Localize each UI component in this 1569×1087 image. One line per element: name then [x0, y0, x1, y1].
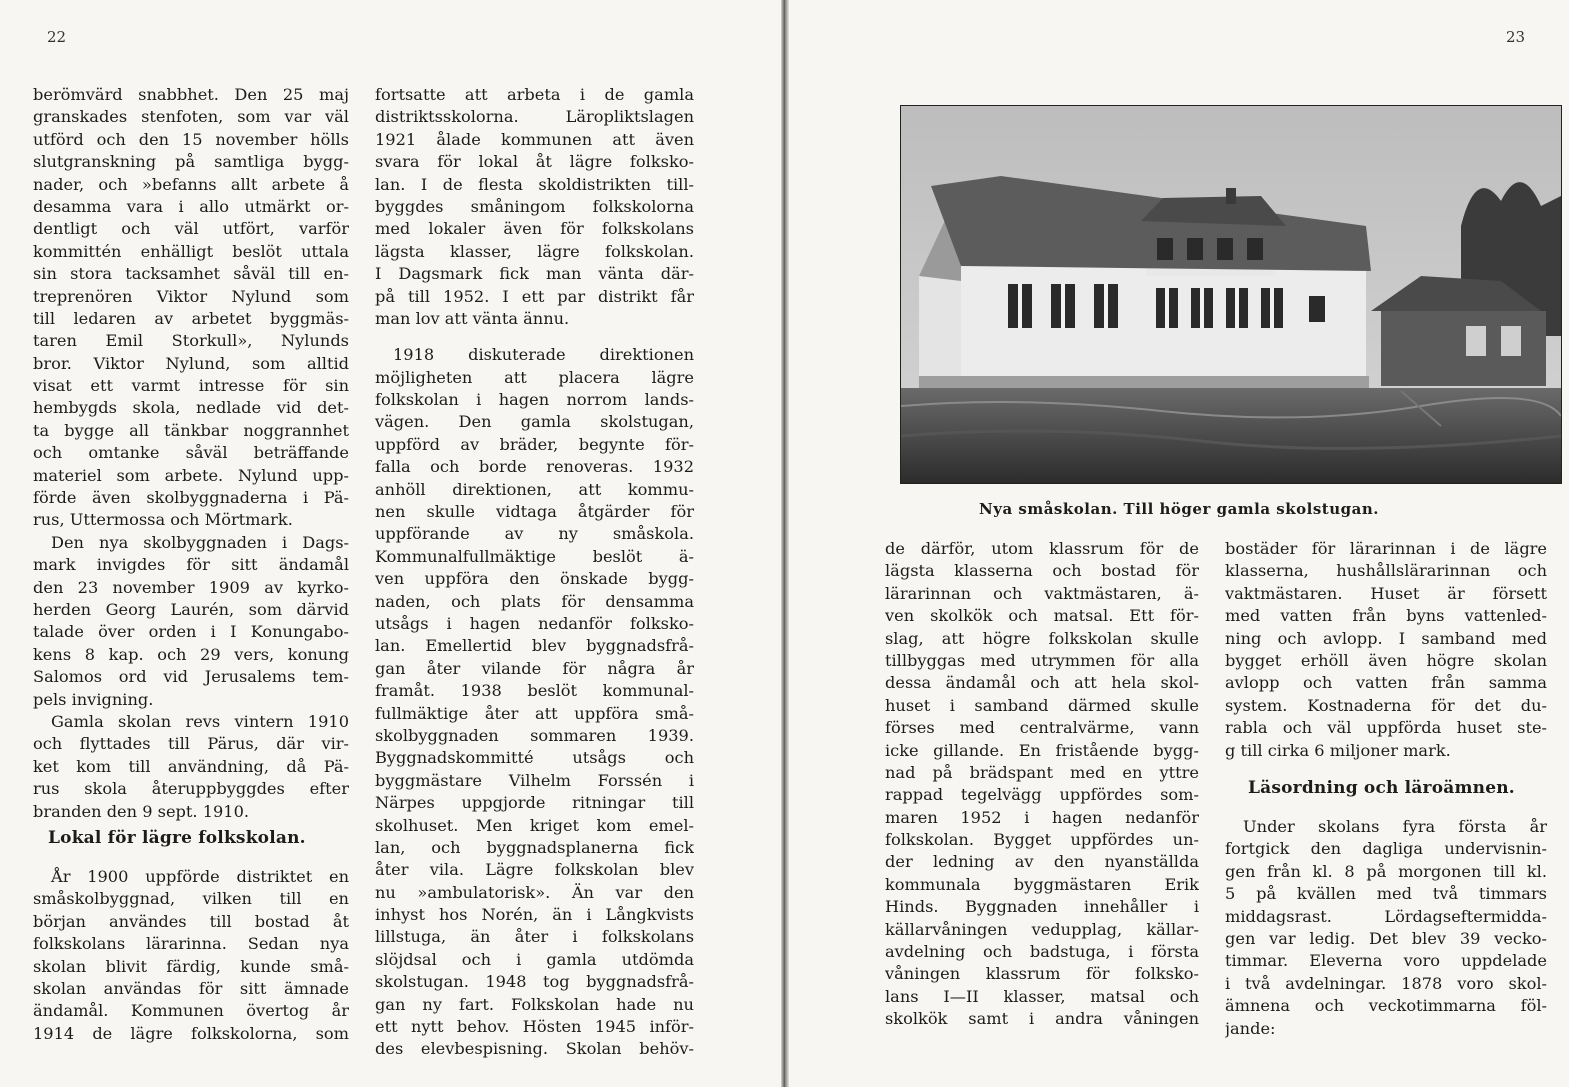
text-line: Kommunalfullmäktige beslöt ä-	[375, 546, 694, 566]
text-line: med lokaler även för folkskolans	[375, 219, 694, 239]
text-line: lägsta klasserna och bostad för	[885, 561, 1199, 581]
text-line: avdelning och badstuga, i första	[885, 942, 1199, 962]
text-line: lans I—II klasser, matsal och	[885, 986, 1199, 1006]
text-line: skolstugan. 1948 tog byggnadsfrå-	[375, 972, 694, 992]
text-line: huset i samband därmed skulle	[885, 695, 1199, 715]
text-line: ett nytt behov. Hösten 1945 inför-	[375, 1017, 694, 1037]
text-line: klasserna, hushållslärarinnan och	[1225, 561, 1547, 581]
text-line: 1918 diskuterade direktionen	[393, 345, 694, 365]
text-line: början användes till bostad åt	[33, 911, 349, 931]
text-line: folkskolan. Bygget uppfördes un-	[885, 830, 1199, 850]
text-line: dentligt och väl utfört, varför	[33, 219, 349, 239]
text-line: ändamål. Kommunen övertog år	[33, 1001, 349, 1021]
text-line: framåt. 1938 beslöt kommunal-	[375, 681, 694, 701]
text-line: med vatten från byns vattenled-	[1225, 606, 1547, 626]
text-line: åter vila. Lägre folkskolan blev	[375, 860, 694, 880]
left-column-1-text	[33, 84, 349, 823]
text-line: granskades stenfoten, som var väl	[33, 107, 349, 127]
text-line: man lov att vänta ännu.	[375, 308, 570, 328]
text-line: uppförande av ny småskola.	[375, 524, 694, 544]
text-line: middagsrast. Lördagseftermidda-	[1225, 906, 1547, 926]
text-line: slutgranskning på samtliga bygg-	[33, 152, 349, 172]
text-line: inhyst hos Norén, än i Långkvists	[375, 905, 694, 925]
text-line: fortgick den dagliga undervisnin-	[1225, 839, 1547, 859]
text-line: kommittén enhälligt beslöt uttala	[33, 241, 349, 261]
text-line: förses med centralvärme, vann	[885, 718, 1199, 738]
text-line: byggdes småningom folkskolorna	[375, 196, 694, 216]
text-line: i två avdelningar. 1878 voro skol-	[1225, 973, 1547, 993]
text-line: lärarinnan och vaktmästaren, ä-	[885, 583, 1199, 603]
page-number: 23	[1506, 28, 1526, 46]
right-column-1-text	[885, 538, 1199, 1031]
text-line: distriktsskolorna. Läropliktslagen	[375, 107, 694, 127]
text-line: bostäder för lärarinnan i de lägre	[1225, 539, 1547, 558]
text-line: Hinds. Byggnaden innehåller i	[885, 897, 1199, 917]
text-line: herden Georg Laurén, som därvid	[33, 599, 349, 619]
text-line: fortsatte att arbeta i de gamla	[375, 85, 694, 104]
right-page	[789, 0, 1569, 1087]
text-line: skolhuset. Men kriget kom emel-	[375, 815, 694, 835]
text-line: 5 på kvällen med två timmars	[1225, 884, 1547, 904]
text-line: 1921 ålade kommunen att även	[375, 129, 694, 149]
text-line: icke gillande. En fristående bygg-	[885, 740, 1199, 760]
text-line: 1914 de lägre folkskolorna, som	[33, 1023, 349, 1043]
text-line: taren Emil Storkull», Nylunds	[33, 331, 349, 351]
text-line: gan ny fart. Folkskolan hade nu	[375, 994, 694, 1014]
text-line: den 23 november 1909 av kyrko-	[33, 577, 349, 597]
text-line: utförd och den 15 november hölls	[33, 129, 349, 149]
text-line: lan, och byggnadsplanerna fick	[375, 837, 694, 857]
text-line: folkskolan i hagen norrom lands-	[375, 390, 694, 410]
text-line: utsågs i hagen nedanför folksko-	[375, 613, 694, 633]
text-line: ven uppföra den önskade bygg-	[375, 569, 694, 589]
left-column-2-text	[375, 84, 694, 1061]
text-line: materiel som arbete. Nylund upp-	[33, 465, 349, 485]
text-line: nu »ambulatorisk». Än var den	[375, 882, 694, 902]
left-column-1-text-continued	[33, 866, 349, 1045]
text-line: småskolbyggnad, vilken till en	[33, 889, 349, 909]
right-column-2-text	[1225, 538, 1547, 762]
section-heading: Lokal för lägre folkskolan.	[48, 828, 306, 848]
text-line: g till cirka 6 miljoner mark.	[1225, 740, 1451, 760]
text-line: uppförd av bräder, begynte för-	[375, 434, 694, 454]
section-heading: Läsordning och läroämnen.	[1248, 778, 1515, 798]
text-line: sin stora tacksamhet såväl till en-	[33, 264, 349, 284]
right-column-2-text-continued	[1225, 816, 1547, 1040]
text-line: rappad tegelvägg uppfördes som-	[885, 785, 1199, 805]
text-line: branden den 9 sept. 1910.	[33, 801, 250, 821]
text-line: rus skola återuppbyggdes efter	[33, 779, 349, 799]
text-line: rus, Uttermossa och Mörtmark.	[33, 510, 293, 530]
text-line: kens 8 kap. och 29 vers, konung	[33, 644, 349, 664]
text-line: nen skulle vidtaga åtgärder för	[375, 502, 694, 522]
text-line: lan. I de flesta skoldistrikten till-	[375, 174, 694, 194]
text-line: des elevbespisning. Skolan behöv-	[375, 1039, 694, 1059]
text-line: timmar. Eleverna voro uppdelade	[1225, 951, 1547, 971]
text-line: naden, och plats för densamma	[375, 591, 694, 611]
book-gutter	[781, 0, 789, 1087]
text-line: maren 1952 i hagen nedanför	[885, 807, 1199, 827]
text-line: och flyttades till Pärus, där vir-	[33, 734, 349, 754]
text-line: svara för lokal åt lägre folksko-	[375, 152, 694, 172]
text-line: vägen. Den gamla skolstugan,	[375, 412, 694, 432]
text-line: Salomos ord vid Jerusalems tem-	[33, 667, 349, 687]
school-building-photo	[900, 105, 1562, 484]
text-line: Byggnadskommitté utsågs och	[375, 748, 694, 768]
text-line: lan. Emellertid blev byggnadsfrå-	[375, 636, 694, 656]
text-line: nader, och »befanns allt arbete å	[33, 174, 349, 194]
text-line: hembygds skola, nedlade vid det-	[33, 398, 349, 418]
text-line: fullmäktige åter att uppföra små-	[375, 703, 694, 723]
text-line: förde även skolbyggnaderna i Pä-	[33, 488, 349, 508]
text-line: Närpes uppgjorde ritningar till	[375, 793, 694, 813]
text-line: lillstuga, än åter i folkskolans	[375, 927, 694, 947]
text-line: jande:	[1225, 1018, 1276, 1038]
text-line: treprenören Viktor Nylund som	[33, 286, 349, 306]
left-page	[0, 0, 781, 1087]
text-line: gen var ledig. Det blev 39 vecko-	[1225, 928, 1547, 948]
text-line: Under skolans fyra första år	[1243, 817, 1547, 836]
text-line: ning och avlopp. I samband med	[1225, 628, 1547, 648]
text-line: de därför, utom klassrum för de	[885, 539, 1199, 558]
text-line: ven skolkök och matsal. Ett för-	[885, 606, 1199, 626]
text-line: källarvåningen vedupplag, källar-	[885, 919, 1199, 939]
text-line: År 1900 uppförde distriktet en	[51, 867, 349, 886]
text-line: till ledaren av arbetet byggmäs-	[33, 308, 349, 328]
text-line: slag, att högre folkskolan skulle	[885, 628, 1199, 648]
text-line: I Dagsmark fick man vänta där-	[375, 264, 694, 284]
text-line: våningen klassrum för folksko-	[885, 964, 1199, 984]
text-line: der ledning av den nyanställda	[885, 852, 1199, 872]
text-line: rabla och väl uppförda huset ste-	[1225, 718, 1547, 738]
text-line: och omtanke såväl beträffande	[33, 443, 349, 463]
text-line: möjligheten att placera lägre	[375, 367, 694, 387]
text-line: gen från kl. 8 på morgonen till kl.	[1225, 861, 1547, 881]
text-line: system. Kostnaderna för det du-	[1225, 695, 1547, 715]
text-line: Gamla skolan revs vintern 1910	[51, 711, 349, 731]
photo-caption: Nya småskolan. Till höger gamla skolstugan.	[979, 500, 1379, 518]
text-line: mark invigdes för sitt ändamål	[33, 555, 349, 575]
text-line: avlopp och vatten från samma	[1225, 673, 1547, 693]
text-line: ämnena och veckotimmarna föl-	[1225, 996, 1547, 1016]
text-line: ta bygge all tänkbar noggrannhet	[33, 420, 349, 440]
text-line: skolkök samt i andra våningen	[885, 1009, 1199, 1029]
text-line: lägsta klasser, lägre folkskolan.	[375, 241, 694, 261]
text-line: tillbyggas med utrymmen för alla	[885, 650, 1199, 670]
text-line: pels invigning.	[33, 689, 154, 709]
text-line: bror. Viktor Nylund, som alltid	[33, 353, 349, 373]
text-line: visat ett varmt intresse för sin	[33, 376, 349, 396]
text-line: bygget erhöll även högre skolan	[1225, 650, 1547, 670]
text-line: kommunala byggmästaren Erik	[885, 874, 1199, 894]
text-line: på till 1952. I ett par distrikt får	[375, 286, 694, 306]
text-line: desamma vara i allo utmärkt or-	[33, 196, 349, 216]
text-line: byggmästare Vilhelm Forssén i	[375, 770, 694, 790]
text-line: anhöll direktionen, att kommu-	[375, 479, 694, 499]
text-line: talade över orden i I Konungabo-	[33, 622, 349, 642]
text-line: skolan blivit färdig, kunde små-	[33, 956, 349, 976]
text-line: folkskolans lärarinna. Sedan nya	[33, 934, 349, 954]
text-line: falla och borde renoveras. 1932	[375, 457, 694, 477]
text-line: skolan användas för sitt ämnade	[33, 978, 349, 998]
text-line: Den nya skolbyggnaden i Dags-	[51, 532, 349, 552]
text-line: vaktmästaren. Huset är försett	[1225, 583, 1547, 603]
text-line: skolbyggnaden sommaren 1939.	[375, 725, 694, 745]
text-line: nad på brädspant med en yttre	[885, 762, 1199, 782]
text-line: slöjdsal och i gamla utdömda	[375, 949, 694, 969]
page-number: 22	[47, 28, 67, 46]
text-line: berömvärd snabbhet. Den 25 maj	[33, 85, 349, 104]
text-line: dessa ändamål och att hela skol-	[885, 673, 1199, 693]
text-line: gan åter vilande för några år	[375, 658, 694, 678]
text-line: ket kom till användning, då Pä-	[33, 756, 349, 776]
